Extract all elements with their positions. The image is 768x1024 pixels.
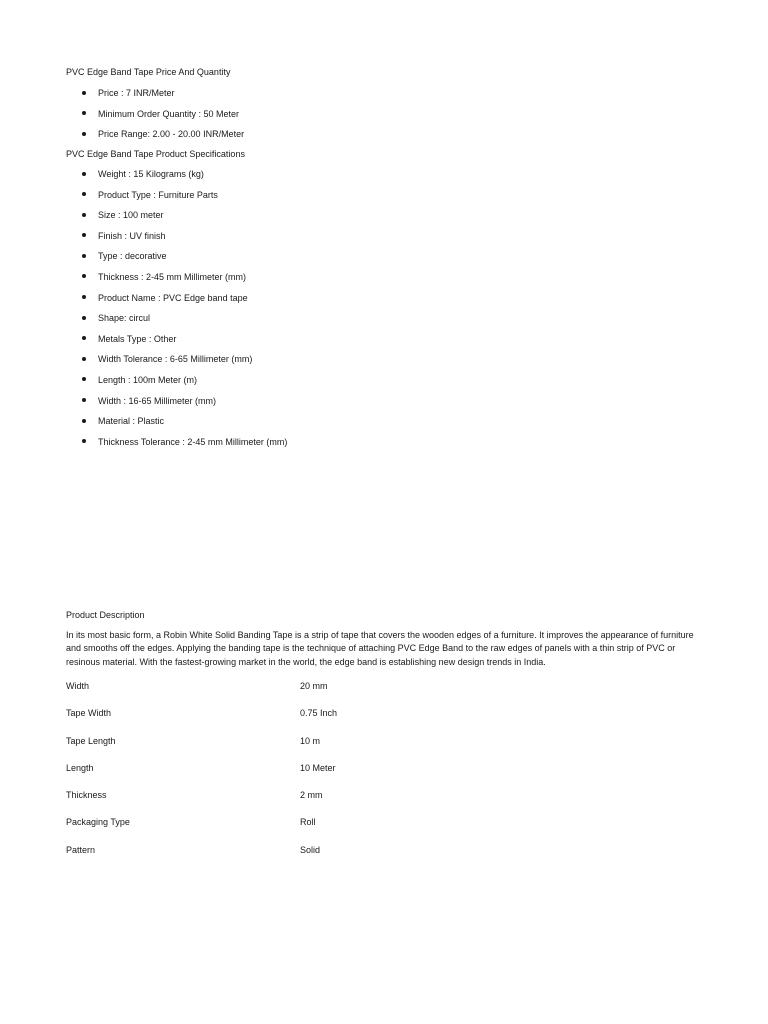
table-row <box>66 707 466 734</box>
price-range-item-text: Price Range: 2.00 - 20.00 INR/Meter <box>98 129 245 140</box>
table-value: 20 mm <box>300 681 328 691</box>
spec-item-text: Weight : 15 Kilograms (kg) <box>98 169 204 179</box>
spec-item-text: Material : Plastic <box>98 416 165 427</box>
table-value: 2 mm <box>300 790 323 801</box>
description-body: In its most basic form, a Robin White Solid Banding Tape is a strip of tape that covers the wooden edges of a furniture. It improves the appearance of furniture and smooths off the edges. Applying the banding tape is the technique of attaching PVC Edge Band to the raw edges of panels with a thin strip of PVC or resinous material. With the fastest-growing market in the world, the edge band is establishing new design trends in India. <box>66 630 694 667</box>
spec-item-text: Width Tolerance : 6-65 Millimeter (mm) <box>98 354 253 365</box>
table-key: Tape Width <box>66 708 112 719</box>
bullet-icon <box>82 233 86 237</box>
bullet-icon <box>82 398 86 402</box>
table-row <box>66 789 466 816</box>
bullet-icon <box>82 295 86 299</box>
bullet-icon <box>82 419 86 423</box>
table-value: 0.75 Inch <box>300 708 338 719</box>
table-key: Thickness <box>66 790 107 801</box>
spec-item-text: Type : decorative <box>98 251 167 262</box>
table-key: Packaging Type <box>66 817 130 828</box>
price-item-text: Price : 7 INR/Meter <box>98 88 175 98</box>
min-order-item-text: Minimum Order Quantity : 50 Meter <box>98 108 240 119</box>
spec-item-text: Width : 16-65 Millimeter (mm) <box>98 395 217 406</box>
bullet-icon <box>82 274 86 278</box>
spec-item-text: Product Type : Furniture Parts <box>98 189 218 200</box>
table-key: Width <box>66 681 90 691</box>
description-title: Product Description <box>66 610 145 620</box>
bullet-icon <box>82 172 86 176</box>
table-row <box>66 816 466 843</box>
table-row <box>66 735 466 762</box>
table-value: Roll <box>300 817 316 828</box>
bullet-icon <box>82 213 86 217</box>
table-row <box>66 844 466 871</box>
table-row <box>66 680 466 707</box>
spec-item-text: Size : 100 meter <box>98 210 164 221</box>
bullet-icon <box>82 91 86 95</box>
spec-section-heading: PVC Edge Band Tape Product Specifications <box>66 149 245 159</box>
bullet-icon <box>82 357 86 361</box>
spec-item-text: Finish : UV finish <box>98 230 166 241</box>
spec-item-text: Thickness Tolerance : 2-45 mm Millimeter (mm) <box>98 436 288 447</box>
bullet-icon <box>82 111 86 115</box>
bullet-icon <box>82 132 86 136</box>
bullet-icon <box>82 316 86 320</box>
spec-item-text: Product Name : PVC Edge band tape <box>98 292 248 303</box>
bullet-icon <box>82 439 86 443</box>
details-table <box>66 680 466 871</box>
bullet-icon <box>82 377 86 381</box>
spec-item-text: Thickness : 2-45 mm Millimeter (mm) <box>98 271 247 282</box>
table-value: 10 Meter <box>300 762 336 773</box>
table-row <box>66 762 466 789</box>
table-value: Solid <box>300 844 321 855</box>
bullet-icon <box>82 192 86 196</box>
spec-item-text: Shape: circul <box>98 313 151 324</box>
bullet-icon <box>82 254 86 258</box>
spec-item-text: Metals Type : Other <box>98 333 177 344</box>
table-key: Length <box>66 762 94 773</box>
table-key: Pattern <box>66 844 96 855</box>
table-value: 10 m <box>300 735 321 746</box>
table-key: Tape Length <box>66 735 116 746</box>
spec-item-text: Length : 100m Meter (m) <box>98 374 198 385</box>
bullet-icon <box>82 336 86 340</box>
price-section-heading: PVC Edge Band Tape Price And Quantity <box>66 67 231 77</box>
